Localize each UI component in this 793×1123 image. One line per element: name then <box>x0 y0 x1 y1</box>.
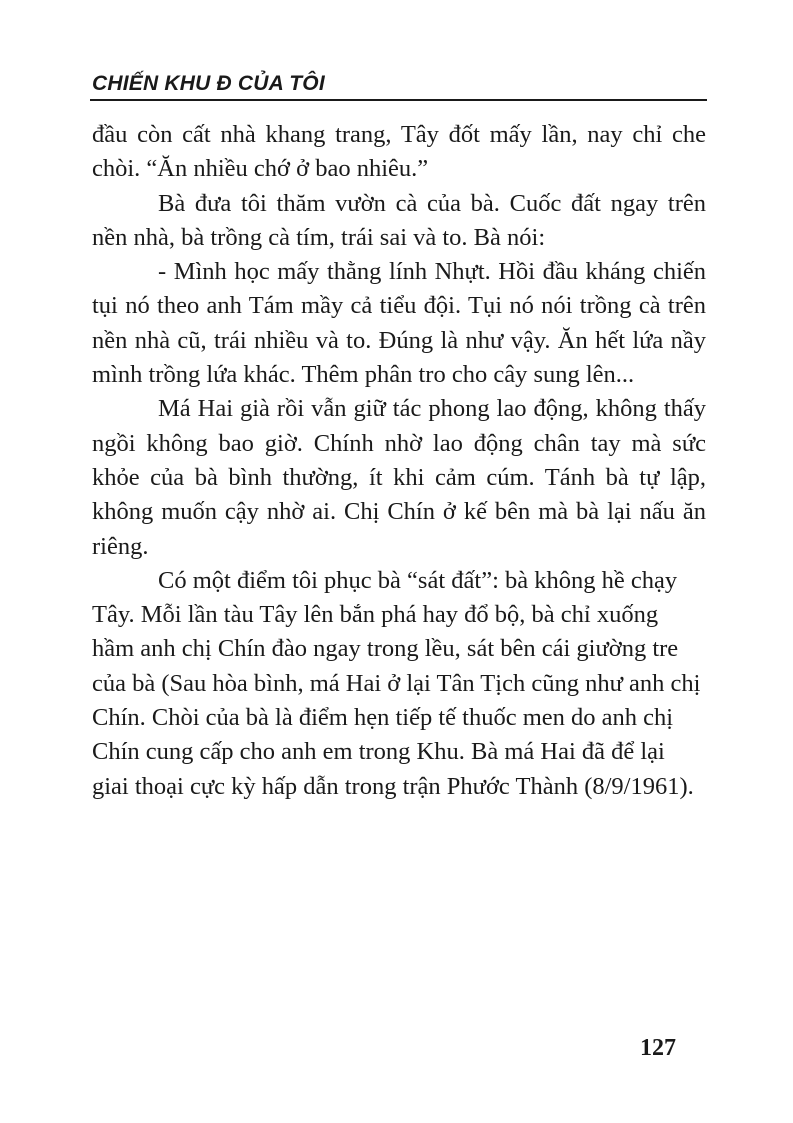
paragraph-ma-hai: Má Hai già rồi vẫn giữ tác phong lao động, không thấy ngồi không bao giờ. Chính nhờ lao động chân tay mà sức khỏe của bà bình thường, ít khi cảm cúm. Tánh bà tự lập, không muốn cậy nhờ ai. Chị Chín ở kế bên mà bà lại nấu ăn riêng. <box>92 395 706 560</box>
running-title: CHIẾN KHU Đ CỦA TÔI <box>92 72 325 95</box>
paragraph-sat-dat: Có một điểm tôi phục bà “sát đất”: bà không hề chạy Tây. Mỗi lần tàu Tây lên bắn phá hay đổ bộ, bà chỉ xuống hầm anh chị Chín đào ngay trong lều, sát bên cái giường tre của bà (Sau hòa bình, má Hai ở lại Tân Tịch cũng như anh chị Chín. Chòi của bà là điểm hẹn tiếp tế thuốc men do anh chị Chín cung cấp cho anh em trong Khu. Bà má Hai đã để lại giai thoại cực kỳ hấp dẫn trong trận Phước Thành (8/9/1961). <box>92 566 701 800</box>
body-text <box>92 118 706 804</box>
paragraph-eggplant-garden: Bà đưa tôi thăm vườn cà của bà. Cuốc đất ngay trên nền nhà, bà trồng cà tím, trái sai và to. Bà nói: <box>92 189 706 251</box>
page-number: 127 <box>640 1035 676 1061</box>
header-rule <box>90 99 707 101</box>
paragraph-continuation: đầu còn cất nhà khang trang, Tây đốt mấy lần, nay chỉ che chòi. “Ăn nhiều chớ ở bao nhiêu.” <box>92 121 706 183</box>
paragraph-quote: - Mình học mấy thằng lính Nhựt. Hồi đầu kháng chiến tụi nó theo anh Tám mầy cả tiểu đội. Tụi nó nói trồng cà trên nền nhà cũ, trái nhiều và to. Đúng là như vậy. Ăn hết lứa nầy mình trồng lứa khác. Thêm phân tro cho cây sung lên... <box>92 258 706 389</box>
